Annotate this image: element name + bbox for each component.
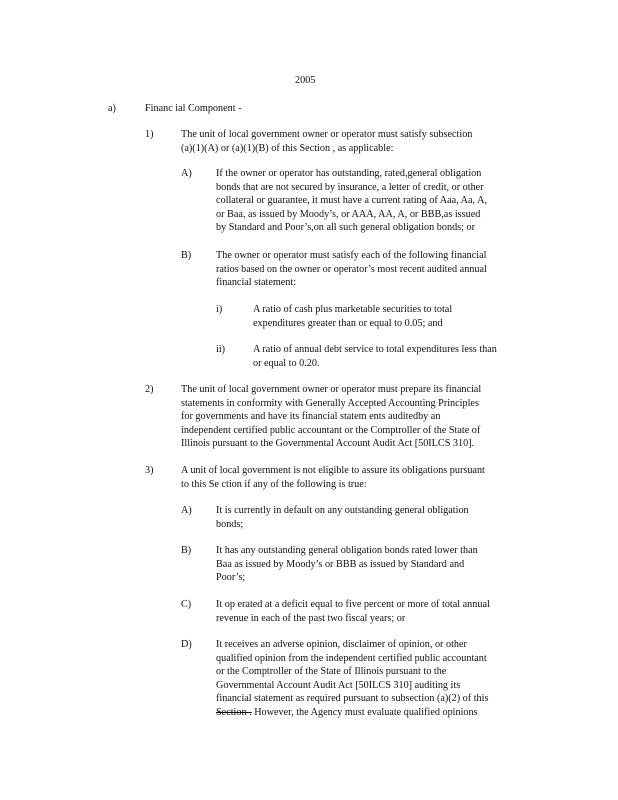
item-3b-label: B) [181,545,192,556]
item-1b-text: The owner or operator must satisfy each of the following financial ratios based on the owner or operator’s most recent audited annual financial statement: [216,250,487,289]
item-1b-label: B) [181,250,192,261]
item-3c-text: It op erated at a deficit equal to five percent or more of total annual revenue in each of the past two fiscal years; or [216,599,490,624]
item-3-label: 3) [145,465,154,476]
struck-text: Section . [216,706,252,718]
item-1-text: The unit of local government owner or operator must satisfy subsection (a)(1)(A) or (a)(1)(B) of this Section , as applicable: [181,129,473,154]
item-3a-label: A) [181,505,192,516]
item-1b-ii-label: ii) [216,344,226,355]
item-3d-text: It receives an adverse opinion, disclaimer of opinion, or other qualified opinion from the independent certified public accountant or the Comptroller of the State of Illinois pursuant to the Governmental Account Audit Act [50ILCS 310] auditing its financial statement as required pursuant to subsection (a)(2) of this Section . However, the Agency must evaluate qualified opinions [216,639,489,718]
item-1b-ii-text: A ratio of annual debt service to total expenditures less than or equal to 0.20. [253,344,497,369]
item-3d-label: D) [181,639,192,650]
item-2-label: 2) [145,384,154,395]
item-3b-text: It has any outstanding general obligation bonds rated lower than Baa as issued by Moody’s or BBB as issued by Standard and Poor’s; [216,545,478,584]
item-1b-i-label: i) [216,304,223,315]
item-3a-text: It is currently in default on any outstanding general obligation bonds; [216,505,469,530]
item-3-text: A unit of local government is not eligible to assure its obligations pursuant to this Se ction if any of the following is true: [181,465,485,490]
section-a-label: a) [108,103,116,114]
item-1-label: 1) [145,129,154,140]
section-a-title: Financ ial Component - [145,103,242,114]
item-1a-text: If the owner or operator has outstanding, rated,general obligation bonds that are not secured by insurance, a letter of credit, or other collateral or guarantee, it must have a current rating of Aaa, Aa, A, or Baa, as issued by Moody’s, or AAA, AA, A, or BBB,as issued by Standard and Poor’s,on all such general obligation bonds; or [216,168,487,234]
item-2-text: The unit of local government owner or operator must prepare its financial statements in conformity with Generally Accepted Accounting Principles for governments and have its financial statem ents auditedby an independent certified public accountant or the Comptroller of the State of Illinois pursuant to the Governmental Account Audit Act [50ILCS 310]. [181,384,482,450]
item-1a-label: A) [181,168,192,179]
page-number: 2005 [295,75,316,86]
item-1b-i-text: A ratio of cash plus marketable securities to total expenditures greater than or equal to 0.05; and [253,304,453,329]
item-3c-label: C) [181,599,192,610]
